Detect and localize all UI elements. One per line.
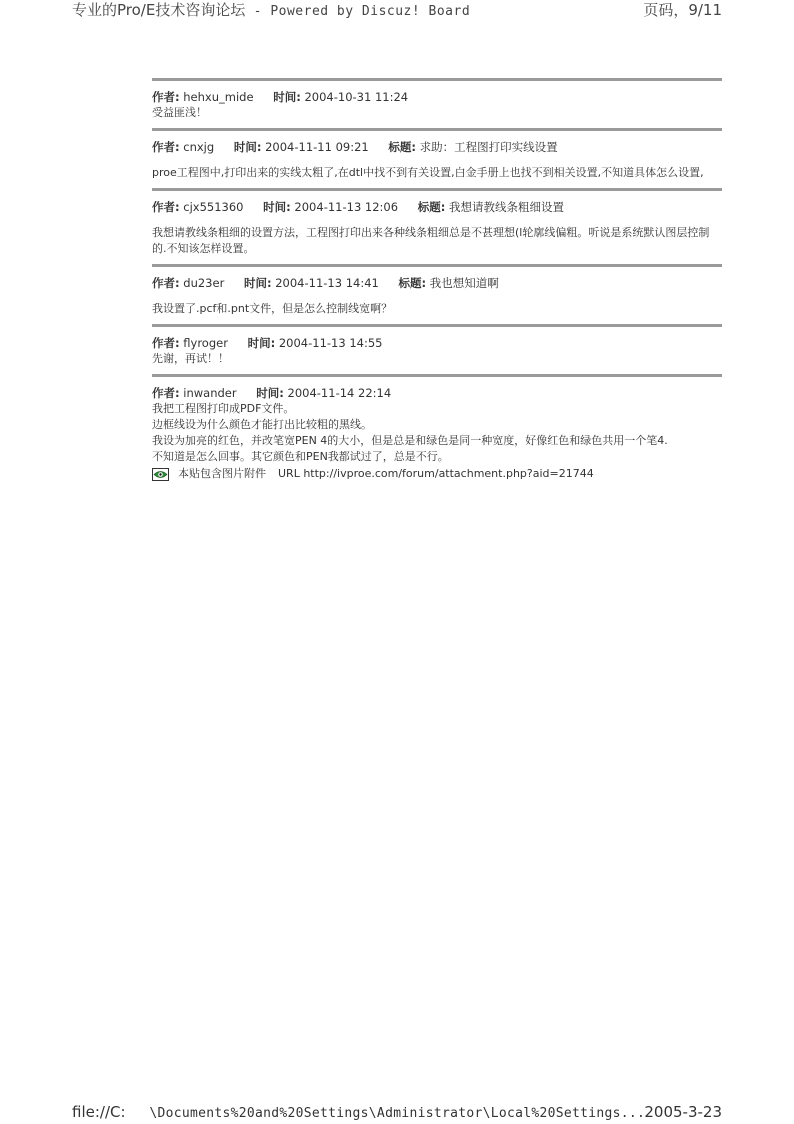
author-label: 作者: [152,140,180,154]
forum-post [152,78,722,128]
post-meta [152,139,722,155]
post-body [152,351,722,367]
post-time: 2004-11-13 12:06 [294,200,399,214]
page-header [72,0,722,20]
post-author: inwander [183,386,237,400]
post-subject: 我也想知道啊 [429,276,499,290]
post-body-line: 受益匪浅！ [152,106,207,119]
post-author: du23er [183,276,225,290]
title-suffix: - Powered by Discuz! Board [245,4,471,19]
time-label: 时间: [263,200,291,214]
forum-post [152,128,722,188]
time-label: 时间: [233,140,262,154]
attachment-url[interactable]: http://ivproe.com/forum/attachment.php?aid=21744 [303,467,594,480]
post-body [152,301,722,317]
post-time: 2004-11-11 09:21 [265,140,369,154]
post-body-line: 不知道是怎么回事。其它颜色和PEN我都试过了，总是不行。 [152,450,449,463]
post-body-line: 我设为加亮的红色，并改笔宽PEN 4的大小，但是总是和绿色是同一种宽度，好像红色和绿色共用一个笔4. [152,434,668,447]
post-author: cnxjg [183,140,215,154]
post-author: hehxu_mide [183,90,254,104]
post-body-line: 先谢，再试！！ [152,352,229,365]
post-subject: 求助：工程图打印实线设置 [419,140,558,154]
post-subject: 我想请教线条粗细设置 [448,200,564,214]
post-body [152,401,722,465]
forum-post [152,324,722,374]
post-meta [152,199,722,215]
post-body-line: 我把工程图打印成PDF文件。 [152,402,295,415]
author-label: 作者: [152,336,180,350]
post-body-line: proe工程图中,打印出来的实线太粗了,在dtl中找不到有关设置,白金手册上也找不到相关设置,不知道具体怎么设置, [152,166,704,179]
attachment-label: 本贴包含图片附件 [178,467,266,480]
title-prefix: 专业的Pro/E技术咨询论坛 [72,1,246,19]
file-path [72,1102,645,1124]
time-label: 时间: [256,386,284,400]
forum-post [152,264,722,324]
post-body-line: 边框线设为什么颜色才能打出比较粗的黑线。 [152,418,372,431]
subject-label: 标题: [388,140,417,154]
post-time: 2004-11-13 14:41 [275,276,379,290]
subject-label: 标题: [398,276,427,290]
post-body-line: 我想请教线条粗细的设置方法，工程图打印出来各种线条粗细总是不甚理想(l轮廓线偏粗。听说是系统默认图层控制的.不知该怎样设置。 [152,226,710,255]
post-meta [152,275,722,291]
time-label: 时间: [243,276,272,290]
post-author: cjx551360 [183,200,244,214]
post-meta [152,89,722,105]
image-attachment-icon [152,468,169,481]
time-label: 时间: [273,90,301,104]
attachment-row[interactable] [152,466,722,482]
author-label: 作者: [152,386,180,400]
post-time: 2004-11-14 22:14 [287,386,392,400]
page-title [72,0,470,22]
post-time: 2004-11-13 14:55 [278,336,383,350]
file-path-rest: \Documents%20and%20Settings\Administrator\Local%20Settings... [149,1106,646,1121]
author-label: 作者: [152,276,180,290]
subject-label: 标题: [417,200,446,214]
attachment-url-label: URL [278,467,300,480]
post-meta [152,385,722,401]
post-list [152,78,722,489]
print-date: 2005-3-23 [644,1103,722,1121]
post-body [152,165,722,181]
file-path-prefix: file://C: [72,1103,126,1121]
post-body [152,225,722,257]
post-time: 2004-10-31 11:24 [304,90,409,104]
page-footer [72,1102,722,1122]
author-label: 作者: [152,90,180,104]
post-meta [152,335,722,351]
page-number: 页码，9/11 [643,1,722,19]
time-label: 时间: [247,336,276,350]
forum-post [152,374,722,489]
forum-post [152,188,722,264]
author-label: 作者: [152,200,180,214]
post-body [152,105,722,121]
post-body-line: 我设置了.pcf和.pnt文件，但是怎么控制线宽啊？ [152,302,393,315]
post-author: flyroger [183,336,228,350]
